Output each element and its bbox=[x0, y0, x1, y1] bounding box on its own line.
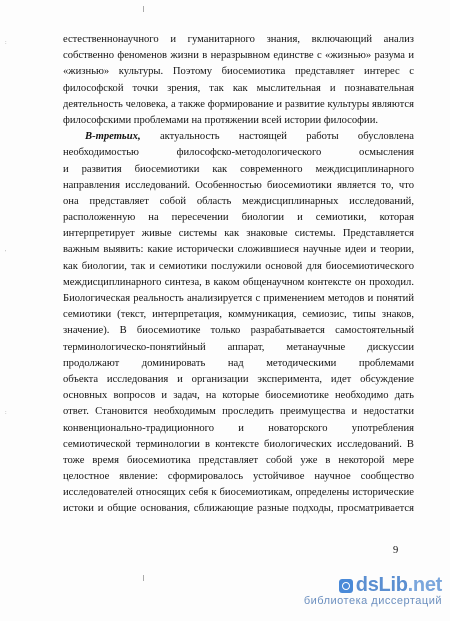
text-line bbox=[63, 469, 414, 485]
text-line bbox=[63, 275, 414, 291]
text-line bbox=[63, 162, 414, 178]
text-line-content: интерпретирует живые системы как знаковые системы. Представляется bbox=[63, 228, 414, 240]
text-line-content: важным выявить: какие исторически сложившиеся научные идеи и теории, bbox=[63, 244, 414, 256]
text-line bbox=[63, 437, 414, 453]
text-line bbox=[63, 145, 414, 161]
text-line bbox=[63, 194, 414, 210]
text-line bbox=[63, 307, 414, 323]
text-line bbox=[63, 210, 414, 226]
text-line bbox=[63, 485, 414, 501]
text-line bbox=[63, 97, 414, 113]
watermark bbox=[304, 574, 442, 607]
text-line-content: истоки и общие основания, сближающие разные подходы, просматривается bbox=[63, 503, 414, 515]
watermark-logo bbox=[304, 574, 442, 597]
body-text bbox=[63, 32, 414, 518]
text-line bbox=[63, 259, 414, 275]
text-line-content: объекта исследования и организации эксперимента, идет обсуждение bbox=[63, 373, 414, 385]
emphasized-lead: В-третьих, bbox=[85, 131, 141, 143]
watermark-site-name: dsLib bbox=[355, 574, 408, 596]
scan-mark: ' bbox=[5, 250, 7, 256]
text-line bbox=[63, 178, 414, 194]
text-line-content: естественнонаучного и гуманитарного знания, включающий анализ bbox=[63, 34, 414, 45]
text-line bbox=[63, 388, 414, 404]
scan-mark bbox=[143, 575, 144, 581]
text-line-content: ответ. Становится необходимым проследить преимущества и недостатки bbox=[63, 406, 414, 418]
text-line-content: терминологическо-понятийный аппарат, метанаучные дискуссии bbox=[63, 341, 414, 353]
text-line-content: междисциплинарного синтеза, в каком общенаучном контексте он проходил. bbox=[63, 276, 414, 288]
text-line bbox=[63, 291, 414, 307]
text-line bbox=[63, 323, 414, 339]
text-line-content: актуальность настоящей работы обусловлена bbox=[140, 131, 414, 143]
text-line bbox=[63, 356, 414, 372]
text-line-content: философскими проблемами на протяжении всей истории философии. bbox=[63, 114, 379, 126]
text-line-content: тоже время биосемиотика представляет собой уже в некоторой мере bbox=[63, 454, 414, 466]
text-line-content: она представляет собой область междисциплинарных исследований, bbox=[63, 195, 414, 207]
text-line-content: исследователей относящих себя к биосемиотикам, определены исторические bbox=[63, 487, 414, 499]
text-line bbox=[63, 64, 414, 80]
text-line-content: как биологии, так и семиотики послужили основой для биосемиотического bbox=[63, 260, 414, 272]
text-line bbox=[63, 501, 414, 517]
text-line-content: деятельность человека, а также формирование и развитие культуры являются bbox=[63, 98, 414, 110]
text-line-content: основных вопросов и задач, на которые биосемиотике необходимо дать bbox=[63, 390, 414, 402]
text-line bbox=[63, 421, 414, 437]
text-line-content: Биологическая реальность анализируется с применением методов и понятий bbox=[63, 293, 414, 304]
text-line bbox=[63, 48, 414, 64]
page-number: 9 bbox=[393, 545, 399, 556]
text-line-content: конвенционально-традиционного и новаторского употребления bbox=[63, 422, 414, 434]
text-line-content: расположенную на пересечении биологии и семиотики, которая bbox=[63, 212, 414, 224]
text-line bbox=[63, 453, 414, 469]
text-line bbox=[63, 404, 414, 420]
text-line-content: и развития биосемиотики как современного междисциплинарного bbox=[63, 163, 414, 175]
text-line bbox=[63, 113, 414, 129]
watermark-site-tld: .net bbox=[407, 574, 442, 596]
watermark-site bbox=[356, 574, 442, 597]
watermark-caption: библиотека диссертаций bbox=[303, 595, 442, 607]
text-line bbox=[63, 340, 414, 356]
text-line bbox=[63, 242, 414, 258]
text-line bbox=[63, 226, 414, 242]
text-line bbox=[63, 32, 414, 48]
text-line-content: значение). В биосемиотике только разрабатывается самостоятельный bbox=[63, 325, 414, 337]
text-line bbox=[63, 129, 414, 145]
text-line-content: семиотики (текст, интерпретация, коммуникация, семиозис, типы знаков, bbox=[63, 309, 414, 321]
dslib-logo-icon bbox=[339, 579, 353, 593]
text-line-content: философской точки зрения, так как мыслительная и познавательная bbox=[63, 82, 414, 94]
text-line-content: «жизнью» культуры. Поэтому биосемиотика представляет интерес с bbox=[63, 66, 414, 78]
text-line-content: целостное явление: сформировалось устойчивое научное сообщество bbox=[63, 471, 414, 483]
scan-mark bbox=[143, 6, 144, 12]
text-line bbox=[63, 372, 414, 388]
scan-mark: : bbox=[5, 40, 7, 46]
scan-mark: : bbox=[5, 410, 7, 416]
text-line-content: направления исследований. Особенностью биосемиотики является то, что bbox=[63, 179, 414, 191]
text-line-content: продолжают доминировать над методическими проблемами bbox=[63, 357, 414, 369]
text-line-content: собственно феноменов жизни в неразрывном единстве с «жизнью» разума и bbox=[63, 50, 414, 62]
text-line bbox=[63, 81, 414, 97]
text-line-content: необходимостью философско-методологического осмысления bbox=[63, 147, 414, 159]
text-line-content: семиотической терминологии в контексте биологических исследований. В bbox=[63, 438, 414, 450]
